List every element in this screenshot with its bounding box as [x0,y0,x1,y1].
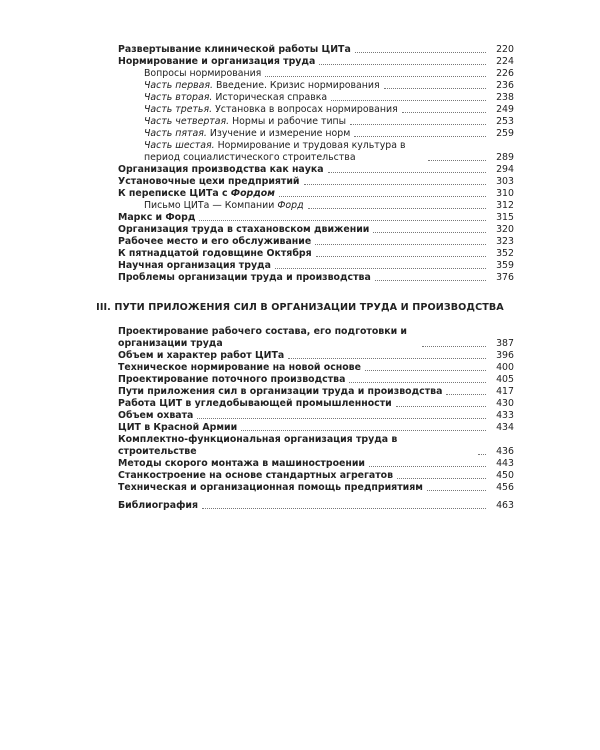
dot-leader [316,256,486,257]
toc-entry-text: Пути приложения сил в организации труда и производства [118,386,443,397]
toc-entry-text: К пятнадцатой годовщине Октября [118,248,312,259]
toc-entry-text: Изучение и измерение норм [206,128,351,139]
toc-entry-emphasis: Форд [277,200,304,211]
dot-leader [427,490,486,491]
toc-entry-page: 224 [496,56,514,67]
toc-entry-page: 463 [496,500,514,511]
dot-leader [288,358,486,359]
toc-entry-text: Проектирование поточного производства [118,374,346,385]
toc-entry-part-label: Часть первая. [144,80,214,91]
dot-leader [446,394,486,395]
toc-entry[interactable] [118,386,514,398]
toc-entry-page: 430 [496,398,514,409]
toc-entry[interactable] [118,362,514,374]
toc-entry-page: 323 [496,236,514,247]
toc-entry-text: Методы скорого монтажа в машиностроении [118,458,365,469]
toc-entry-title [118,350,284,362]
dot-leader [384,88,486,89]
toc-entry-page: 396 [496,350,514,361]
toc-entry-text: Станкостроение на основе стандартных агрегатов [118,470,394,481]
dot-leader [402,112,486,113]
dot-leader [202,508,486,509]
toc-entry-page: 310 [496,188,514,199]
dot-leader [265,76,486,77]
toc-entry-page: 417 [496,386,514,397]
toc-entry[interactable] [118,212,514,224]
toc-entry-text: Нормирование и организация труда [118,56,316,67]
toc-entry[interactable] [118,458,514,470]
toc-entry[interactable] [118,44,514,56]
toc-entry[interactable] [118,116,514,128]
dot-leader [331,100,486,101]
toc-entry[interactable] [118,104,514,116]
toc-entry[interactable] [118,128,514,140]
section-heading: III. ПУТИ ПРИЛОЖЕНИЯ СИЛ В ОРГАНИЗАЦИИ ТРУДА И ПРОИЗВОДСТВА [96,302,504,313]
toc-entry[interactable] [118,482,514,494]
dot-leader [197,418,486,419]
dot-leader [373,232,486,233]
toc-entry-title [118,260,271,272]
toc-entry[interactable] [118,224,514,236]
toc-entry-text: Проектирование рабочего состава, его подготовки и организации труда [118,326,407,349]
toc-entry-page: 303 [496,176,514,187]
toc-entry-text: Нормы и рабочие типы [229,116,347,127]
toc-entry-text: ЦИТ в Красной Армии [118,422,238,433]
toc-entry-text: Развертывание клинической работы ЦИТа [118,44,351,55]
toc-entry-page: 312 [496,200,514,211]
toc-entry[interactable] [118,350,514,362]
dot-leader [308,208,486,209]
toc-entry-title [118,128,350,140]
toc-entry-title [118,434,474,458]
dot-leader [350,124,486,125]
toc-entry[interactable] [118,422,514,434]
dot-leader [241,430,486,431]
toc-entry[interactable] [118,200,514,212]
toc-list-part-3 [118,326,514,494]
toc-entry[interactable] [118,80,514,92]
toc-entry[interactable] [118,398,514,410]
toc-entry-title [118,92,327,104]
toc-entry-page: 352 [496,248,514,259]
toc-entry-text: Техническое нормирование на новой основе [118,362,361,373]
toc-entry-text: Проблемы организации труда и производства [118,272,371,283]
dot-leader [428,160,486,161]
toc-entry-title [118,104,398,116]
toc-entry-text: Историческая справка [212,92,328,103]
dot-leader [422,346,486,347]
toc-entry-title [118,176,300,188]
toc-entry-title [118,458,365,470]
toc-entry-page: 226 [496,68,514,79]
dot-leader [199,220,486,221]
toc-entry-title [118,68,261,80]
toc-entry-page: 359 [496,260,514,271]
toc-entry-text: Введение. Кризис нормирования [213,80,380,91]
toc-entry[interactable] [118,410,514,422]
toc-entry-title [118,470,393,482]
toc-entry[interactable] [118,374,514,386]
dot-leader [396,406,486,407]
toc-entry-title [118,224,369,236]
toc-entry-page: 259 [496,128,514,139]
toc-entry-text: Рабочее место и его обслуживание [118,236,312,247]
toc-entry-part-label: Часть третья. [144,104,213,115]
toc-entry-title [118,200,304,212]
toc-entry-page: 450 [496,470,514,481]
toc-list-part-2 [118,44,514,284]
toc-entry-title [118,386,442,398]
toc-entry[interactable] [118,140,514,164]
toc-entry-page: 434 [496,422,514,433]
toc-entry-page: 376 [496,272,514,283]
dot-leader [375,280,486,281]
dot-leader [349,382,486,383]
toc-entry-text: Вопросы нормирования [144,68,262,79]
toc-entry-bibliography[interactable] [118,500,514,512]
toc-entry-text: Нормирование и трудовая культура в период социалистического строительства [144,140,406,163]
dot-leader [397,478,486,479]
toc-entry-text: Объем и характер работ ЦИТа [118,350,285,361]
toc-entry-page: 289 [496,152,514,163]
toc-entry-page: 253 [496,116,514,127]
toc-entry-title [118,422,237,434]
toc-entry-title [118,248,312,260]
toc-entry[interactable] [118,326,514,350]
toc-entry-text: Установка в вопросах нормирования [212,104,398,115]
toc-entry-title [118,374,345,386]
dot-leader [275,268,486,269]
toc-entry-page: 315 [496,212,514,223]
toc-entry[interactable] [118,176,514,188]
toc-entry-page: 387 [496,338,514,349]
toc-entry-page: 443 [496,458,514,469]
bibliography-block [118,500,514,512]
toc-entry-text: Объем охвата [118,410,194,421]
toc-entry[interactable] [118,188,514,200]
toc-entry[interactable] [118,236,514,248]
toc-entry-title [118,164,324,176]
dot-leader [304,184,486,185]
toc-entry[interactable] [118,68,514,80]
toc-entry-text: Письмо ЦИТа — Компании [144,200,278,211]
toc-entry-page: 294 [496,164,514,175]
toc-entry-emphasis: Фордом [230,188,275,199]
dot-leader [328,172,486,173]
toc-entry[interactable] [118,164,514,176]
toc-entry-text: Маркс и Форд [118,212,196,223]
dot-leader [319,64,486,65]
toc-entry[interactable] [118,470,514,482]
toc-entry[interactable] [118,92,514,104]
toc-entry-page: 320 [496,224,514,235]
dot-leader [365,370,486,371]
toc-entry[interactable] [118,56,514,68]
toc-entry-title [118,80,380,92]
toc-entry-title [118,362,361,374]
toc-entry-page: 433 [496,410,514,421]
toc-entry-text: Организация труда в стахановском движении [118,224,370,235]
toc-entry-title [118,188,275,200]
toc-entry-title [118,56,315,68]
dot-leader [279,196,486,197]
toc-entry-title [118,398,392,410]
dot-leader [354,136,486,137]
toc-entry-title [118,44,351,56]
toc-entry-page: 400 [496,362,514,373]
toc-entry[interactable] [118,434,514,458]
toc-entry[interactable] [118,260,514,272]
toc-entry-page: 405 [496,374,514,385]
toc-entry-title [118,116,346,128]
toc-entry-title [118,212,195,224]
toc-entry-title [118,236,311,248]
toc-entry-part-label: Часть пятая. [144,128,207,139]
toc-entry-text: Техническая и организационная помощь предприятиям [118,482,423,493]
toc-entry-text: К переписке ЦИТа с [118,188,231,199]
toc-entry[interactable] [118,272,514,284]
toc-entry-page: 249 [496,104,514,115]
dot-leader [369,466,486,467]
toc-entry[interactable] [118,248,514,260]
toc-entry-text: Комплектно-функциональная организация труда в строительстве [118,434,398,457]
toc-entry-part-label: Часть вторая. [144,92,213,103]
dot-leader [355,52,486,53]
dot-leader [315,244,486,245]
toc-entry-text: Установочные цехи предприятий [118,176,300,187]
toc-entry-text: Работа ЦИТ в угледобывающей промышленности [118,398,392,409]
toc-entry-part-label: Часть шестая. [144,140,215,151]
toc-entry-page: 236 [496,80,514,91]
dot-leader [478,454,486,455]
toc-entry-title [118,272,371,284]
toc-entry-page: 220 [496,44,514,55]
toc-entry-text: Научная организация труда [118,260,271,271]
toc-entry-title: Библиография [118,500,198,511]
toc-entry-title [118,140,424,164]
toc-entry-text: Организация производства как наука [118,164,324,175]
toc-entry-part-label: Часть четвертая. [144,116,230,127]
toc-entry-title [118,410,193,422]
toc-entry-page: 456 [496,482,514,493]
toc-entry-title [118,482,423,494]
toc-entry-page: 436 [496,446,514,457]
toc-entry-page: 238 [496,92,514,103]
toc-entry-title [118,326,418,350]
